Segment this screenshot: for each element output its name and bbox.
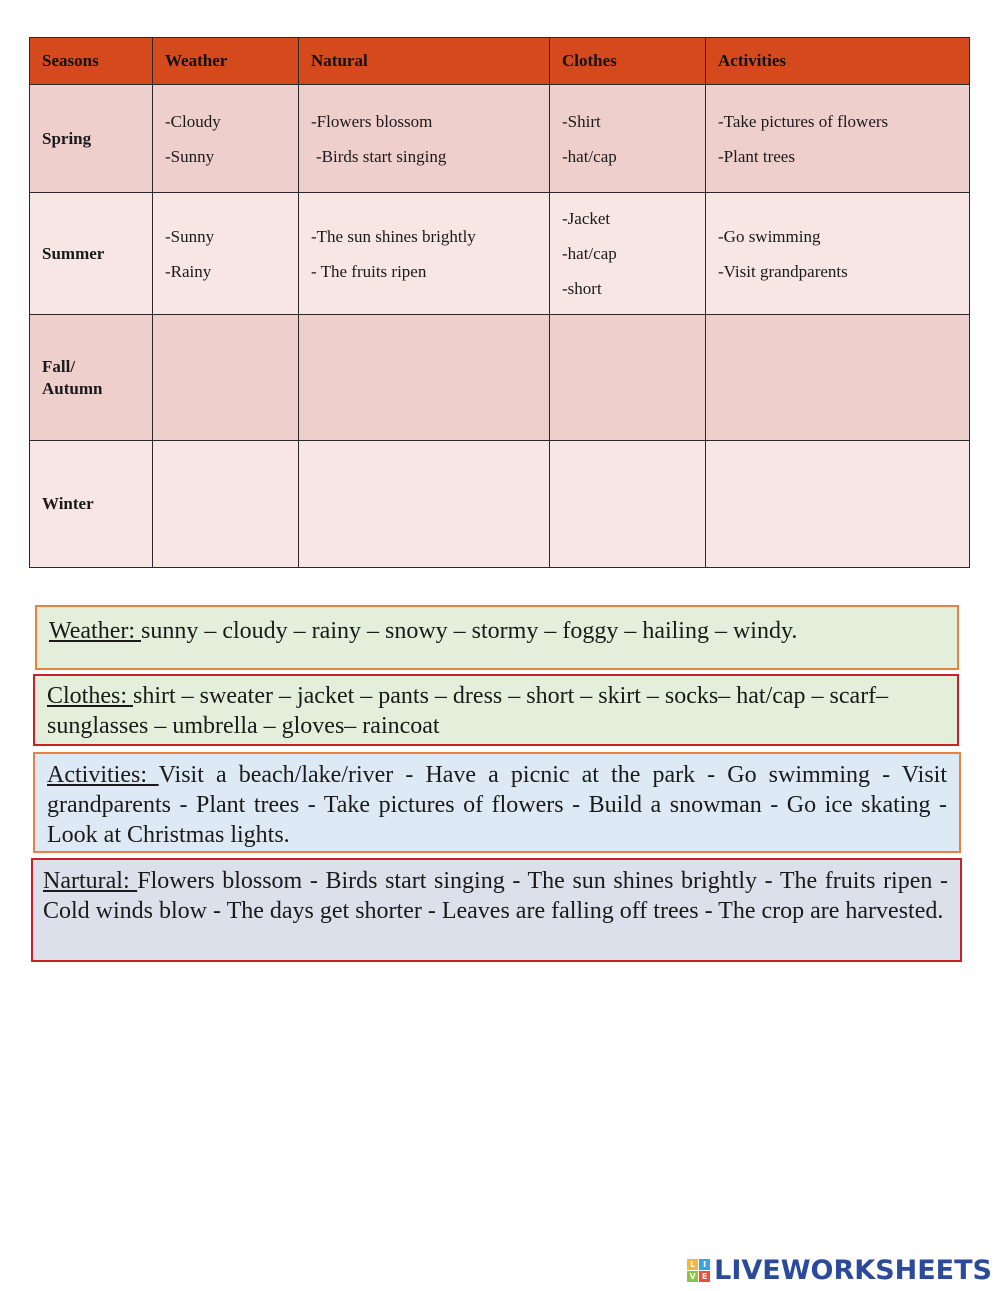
natural-box-text: Flowers blossom - Birds start singing - The sun shines brightly - The fruits ripen - Cold winds blow - The days get shorter - Leaves are falling off trees - The crop are harvested. xyxy=(43,868,948,924)
weather-word-box xyxy=(35,605,959,670)
activities-box-text: Visit a beach/lake/river - Have a picnic at the park - Go swimming - Visit grandparents - Plant trees - Take pictures of flowers - Build a snowman - Go ice skating - Look at Christmas lights. xyxy=(47,762,947,848)
activities-box-label: Activities: xyxy=(47,762,159,788)
logo-icon-tile: I xyxy=(699,1259,710,1270)
winter-clothes-cell[interactable] xyxy=(550,441,706,568)
logo-icon-tile: L xyxy=(687,1259,698,1270)
fall-clothes-cell[interactable] xyxy=(550,315,706,441)
header-natural: Natural xyxy=(299,38,550,85)
table-cell-item: -hat/cap xyxy=(562,244,617,263)
table-cell-item: -Rainy xyxy=(165,261,212,281)
table-cell-item: -Plant trees xyxy=(718,146,795,166)
table-cell-item: -Visit grandparents xyxy=(718,261,848,281)
summer-activities-cell[interactable] xyxy=(706,193,970,315)
table-cell-item: -Flowers blossom xyxy=(311,111,433,131)
clothes-box-label: Clothes: xyxy=(47,683,134,709)
summer-clothes-cell[interactable] xyxy=(550,193,706,315)
season-summer: Summer xyxy=(30,193,153,315)
header-clothes: Clothes xyxy=(550,38,706,85)
fall-activities-cell[interactable] xyxy=(706,315,970,441)
clothes-box-text: shirt – sweater – jacket – pants – dress – short – skirt – socks– hat/cap – scarf– sunglasses – umbrella – gloves– raincoat xyxy=(47,683,889,739)
spring-activities-cell[interactable] xyxy=(706,85,970,193)
spring-clothes-cell[interactable] xyxy=(550,85,706,193)
table-cell-item: -hat/cap xyxy=(562,146,617,166)
table-cell-item: -Sunny xyxy=(165,226,215,246)
logo-icon-tile: V xyxy=(687,1271,698,1282)
summer-natural-cell[interactable] xyxy=(299,193,550,315)
fall-natural-cell[interactable] xyxy=(299,315,550,441)
table-cell-item: -short xyxy=(562,279,602,298)
table-cell-item: -Jacket xyxy=(562,209,611,228)
logo-text: LIVEWORKSHEETS xyxy=(714,1255,992,1286)
seasons-table xyxy=(29,37,970,568)
clothes-word-box xyxy=(33,674,959,746)
natural-box-label: Nartural: xyxy=(43,868,138,894)
table-cell-item: -Go swimming xyxy=(718,226,821,246)
weather-box-label: Weather: xyxy=(49,618,142,644)
liveworksheets-logo-icon xyxy=(687,1259,710,1282)
winter-activities-cell[interactable] xyxy=(706,441,970,568)
table-cell-item: -The sun shines brightly xyxy=(311,226,476,246)
spring-weather-cell[interactable] xyxy=(153,85,299,193)
header-activities: Activities xyxy=(706,38,970,85)
table-cell-item: -Birds start singing xyxy=(316,146,447,166)
table-cell-item: -Take pictures of flowers xyxy=(718,111,889,131)
table-row-spring xyxy=(30,85,970,193)
table-row-summer xyxy=(30,193,970,315)
header-seasons: Seasons xyxy=(30,38,153,85)
activities-word-box xyxy=(33,752,961,853)
season-fall-line2: Autumn xyxy=(42,378,103,398)
table-cell-item: -Sunny xyxy=(165,146,215,166)
logo-icon-tile: E xyxy=(699,1271,710,1282)
season-spring: Spring xyxy=(30,85,153,193)
winter-natural-cell[interactable] xyxy=(299,441,550,568)
summer-weather-cell[interactable] xyxy=(153,193,299,315)
winter-weather-cell[interactable] xyxy=(153,441,299,568)
table-row-fall xyxy=(30,315,970,441)
fall-weather-cell[interactable] xyxy=(153,315,299,441)
season-fall xyxy=(30,315,153,441)
liveworksheets-logo[interactable] xyxy=(687,1255,992,1286)
season-fall-line1: Fall/ xyxy=(42,356,76,376)
spring-natural-cell[interactable] xyxy=(299,85,550,193)
header-weather: Weather xyxy=(153,38,299,85)
table-cell-item: -Cloudy xyxy=(165,111,221,131)
weather-box-text: sunny – cloudy – rainy – snowy – stormy – foggy – hailing – windy. xyxy=(141,618,798,644)
table-header-row xyxy=(30,38,970,85)
table-row-winter xyxy=(30,441,970,568)
season-winter: Winter xyxy=(30,441,153,568)
table-cell-item: - The fruits ripen xyxy=(311,261,427,281)
table-cell-item: -Shirt xyxy=(562,111,601,131)
natural-word-box xyxy=(31,858,962,962)
